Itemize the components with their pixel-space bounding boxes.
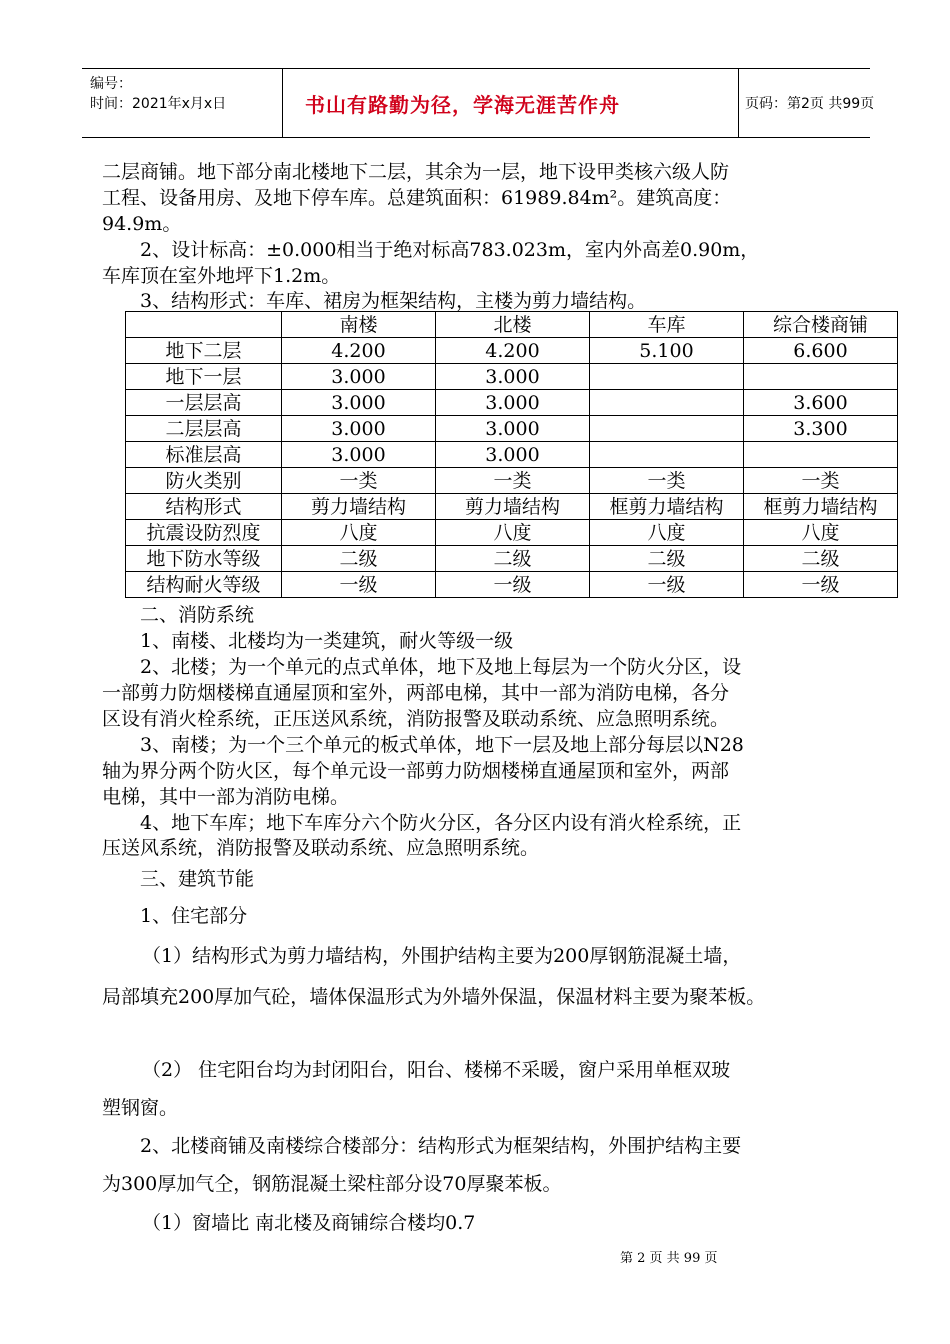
table-cell: 综合楼商铺 bbox=[744, 312, 898, 338]
body-line: （1）窗墙比 南北楼及商铺综合楼均0.7 bbox=[142, 1212, 476, 1234]
table-cell: 3.600 bbox=[744, 390, 898, 416]
table-row bbox=[126, 520, 898, 546]
table-cell: 一级 bbox=[436, 572, 590, 598]
table-cell: 一级 bbox=[744, 572, 898, 598]
table-row bbox=[126, 442, 898, 468]
table-cell: 一类 bbox=[282, 468, 436, 494]
body-line: 工程、设备用房、及地下停车库。总建筑面积：61989.84m²。建筑高度： bbox=[102, 187, 732, 209]
table-row bbox=[126, 468, 898, 494]
section-title: 二、消防系统 bbox=[140, 604, 255, 626]
body-line: 一部剪力防烟楼梯直通屋顶和室外，两部电梯，其中一部为消防电梯，各分 bbox=[102, 682, 730, 704]
body-line: （1）结构形式为剪力墙结构，外围护结构主要为200厚钢筋混凝土墙， bbox=[142, 945, 742, 967]
table-cell bbox=[744, 442, 898, 468]
table-cell: 北楼 bbox=[436, 312, 590, 338]
table-cell: 3.000 bbox=[282, 416, 436, 442]
table-cell: 标准层高 bbox=[126, 442, 282, 468]
code-label: 编号： bbox=[90, 76, 132, 92]
table-cell: 车库 bbox=[590, 312, 744, 338]
table-cell: 一类 bbox=[590, 468, 744, 494]
table-cell: 八度 bbox=[590, 520, 744, 546]
header-motto-cell bbox=[282, 69, 739, 137]
body-line: 94.9m。 bbox=[102, 213, 182, 235]
body-line: 局部填充200厚加气砼，墙体保温形式为外墙外保温，保温材料主要为聚苯板。 bbox=[102, 986, 766, 1008]
table-cell: 一类 bbox=[744, 468, 898, 494]
table-cell: 二级 bbox=[282, 546, 436, 572]
body-line: 3、南楼；为一个三个单元的板式单体，地下一层及地上部分每层以N28 bbox=[140, 734, 744, 756]
body-line: 3、结构形式：车库、裙房为框架结构，主楼为剪力墙结构。 bbox=[140, 290, 647, 312]
table-cell: 一层层高 bbox=[126, 390, 282, 416]
page-footer: 第 2 页 共 99 页 bbox=[620, 1251, 718, 1266]
body-line: 压送风系统，消防报警及联动系统、应急照明系统。 bbox=[102, 837, 540, 859]
table-cell: 一类 bbox=[436, 468, 590, 494]
table-cell: 4.200 bbox=[436, 338, 590, 364]
table-cell: 二级 bbox=[744, 546, 898, 572]
table-cell bbox=[590, 442, 744, 468]
table-cell: 南楼 bbox=[282, 312, 436, 338]
table-cell: 3.000 bbox=[282, 364, 436, 390]
table-row bbox=[126, 494, 898, 520]
table-row bbox=[126, 338, 898, 364]
body-line: （2） 住宅阳台均为封闭阳台，阳台、楼梯不采暖，窗户采用单框双玻 bbox=[142, 1059, 731, 1081]
table-cell: 抗震设防烈度 bbox=[126, 520, 282, 546]
table-cell: 结构耐火等级 bbox=[126, 572, 282, 598]
table-cell: 防火类别 bbox=[126, 468, 282, 494]
table-cell bbox=[126, 312, 282, 338]
body-line: 区设有消火栓系统，正压送风系统，消防报警及联动系统、应急照明系统。 bbox=[102, 708, 730, 730]
table-cell: 框剪力墙结构 bbox=[744, 494, 898, 520]
table-cell: 二级 bbox=[436, 546, 590, 572]
page-label: 页码：第2页 共99页 bbox=[745, 96, 875, 112]
body-line: 2、北楼商铺及南楼综合楼部分：结构形式为框架结构，外围护结构主要 bbox=[140, 1135, 742, 1157]
table-cell: 3.000 bbox=[436, 416, 590, 442]
header-info bbox=[82, 69, 282, 137]
body-line: 1、南楼、北楼均为一类建筑，耐火等级一级 bbox=[140, 630, 514, 652]
table-cell: 八度 bbox=[744, 520, 898, 546]
table-row bbox=[126, 416, 898, 442]
body-line: 塑钢窗。 bbox=[102, 1097, 179, 1119]
table-cell: 3.000 bbox=[436, 390, 590, 416]
table-cell: 一级 bbox=[590, 572, 744, 598]
table-header-row bbox=[126, 312, 898, 338]
body-line: 2、设计标高：±0.000相当于绝对标高783.023m，室内外高差0.90m， bbox=[140, 239, 760, 261]
table-cell: 5.100 bbox=[590, 338, 744, 364]
subsection-title: 1、住宅部分 bbox=[140, 905, 248, 927]
table-cell: 地下二层 bbox=[126, 338, 282, 364]
table-cell: 八度 bbox=[436, 520, 590, 546]
table-cell: 框剪力墙结构 bbox=[590, 494, 744, 520]
table-cell: 二级 bbox=[590, 546, 744, 572]
table-cell: 3.000 bbox=[282, 442, 436, 468]
table-cell: 3.300 bbox=[744, 416, 898, 442]
page-header bbox=[82, 68, 875, 138]
table-cell bbox=[590, 364, 744, 390]
table-cell: 一级 bbox=[282, 572, 436, 598]
table-cell bbox=[590, 390, 744, 416]
table-cell: 3.000 bbox=[436, 442, 590, 468]
table-cell bbox=[590, 416, 744, 442]
table-cell: 3.000 bbox=[436, 364, 590, 390]
section-title: 三、建筑节能 bbox=[140, 868, 255, 890]
body-line: 4、地下车库；地下车库分六个防火分区，各分区内设有消火栓系统，正 bbox=[140, 812, 742, 834]
table-row bbox=[126, 572, 898, 598]
table-cell: 剪力墙结构 bbox=[282, 494, 436, 520]
table-cell: 结构形式 bbox=[126, 494, 282, 520]
time-label: 时间：2021年x月x日 bbox=[90, 96, 227, 112]
body-line: 2、北楼；为一个单元的点式单体，地下及地上每层为一个防火分区，设 bbox=[140, 656, 742, 678]
table-cell: 剪力墙结构 bbox=[436, 494, 590, 520]
body-line: 轴为界分两个防火区，每个单元设一部剪力防烟楼梯直通屋顶和室外，两部 bbox=[102, 760, 730, 782]
table-cell: 二层层高 bbox=[126, 416, 282, 442]
body-line: 为300厚加气仝，钢筋混凝土梁柱部分设70厚聚苯板。 bbox=[102, 1173, 562, 1195]
table-cell: 八度 bbox=[282, 520, 436, 546]
body-line: 二层商铺。地下部分南北楼地下二层，其余为一层，地下设甲类核六级人防 bbox=[102, 161, 730, 183]
table-row bbox=[126, 390, 898, 416]
motto: 书山有路勤为径，学海无涯苦作舟 bbox=[305, 93, 620, 117]
structure-table bbox=[125, 311, 898, 598]
table-cell: 地下一层 bbox=[126, 364, 282, 390]
table-cell: 6.600 bbox=[744, 338, 898, 364]
table-row bbox=[126, 364, 898, 390]
table-cell: 3.000 bbox=[282, 390, 436, 416]
table-cell: 4.200 bbox=[282, 338, 436, 364]
table-cell bbox=[744, 364, 898, 390]
body-line: 电梯，其中一部为消防电梯。 bbox=[102, 786, 350, 808]
body-line: 车库顶在室外地坪下1.2m。 bbox=[102, 265, 341, 287]
table-cell: 地下防水等级 bbox=[126, 546, 282, 572]
table-row bbox=[126, 546, 898, 572]
